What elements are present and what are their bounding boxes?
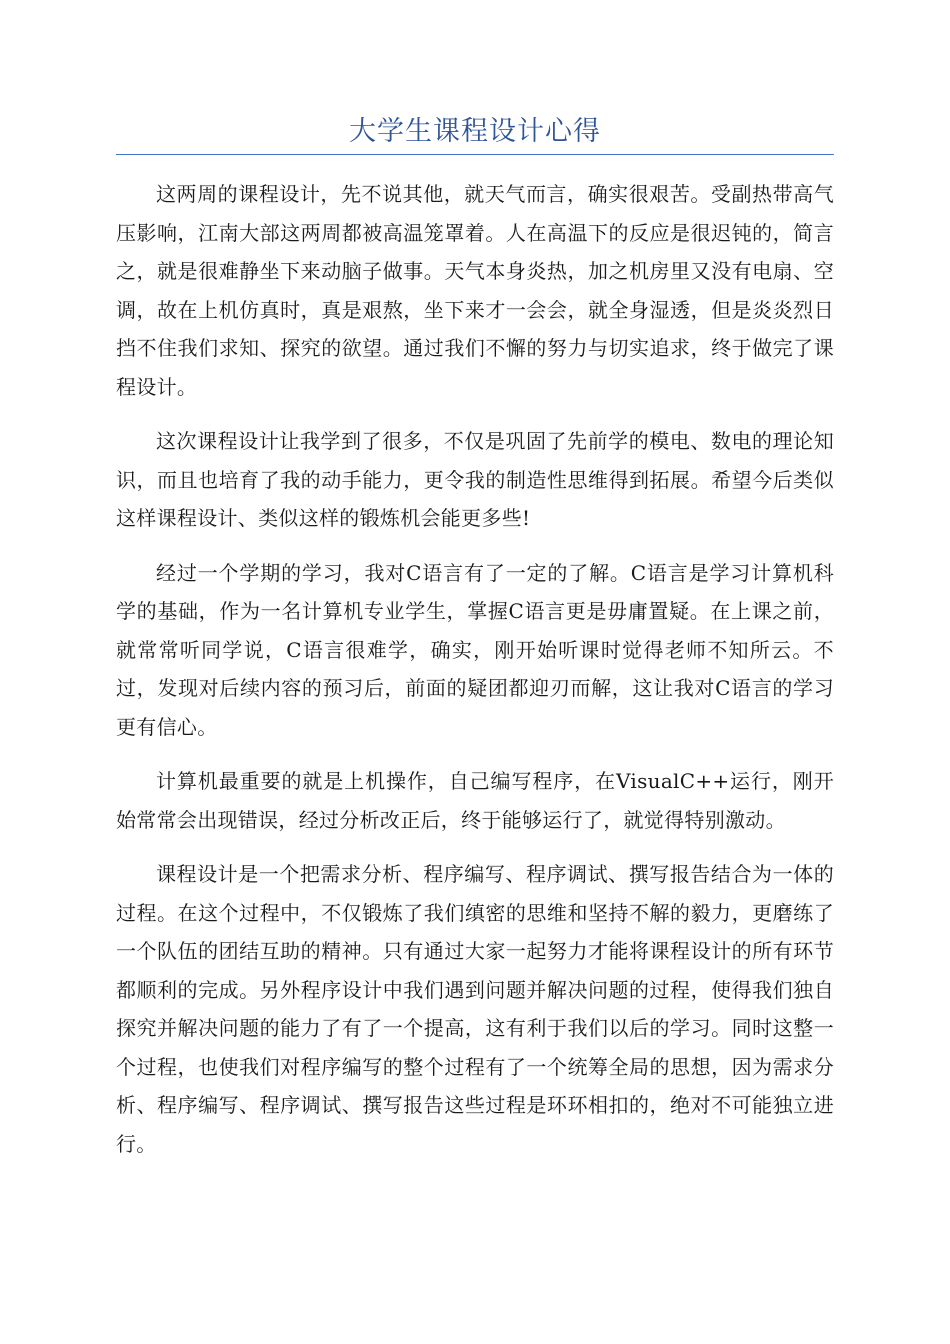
paragraph-4: 计算机最重要的就是上机操作，自己编写程序，在VisualC++运行，刚开始常常会出现错误，经过分析改正后，终于能够运行了，就觉得特别激动。	[116, 769, 834, 832]
paragraph-5: 课程设计是一个把需求分析、程序编写、程序调试、撰写报告结合为一体的过程。在这个过程中，不仅锻炼了我们缜密的思维和坚持不解的毅力，更磨练了一个队伍的团结互助的精神。只有通过大家一起努力才能将课程设计的所有环节都顺利的完成。另外程序设计中我们遇到问题并解决问题的过程，使得我们独自探究并解决问题的能力了有了一个提高，这有利于我们以后的学习。同时这整一个过程，也使我们对程序编写的整个过程有了一个统筹全局的思想，因为需求分析、程序编写、程序调试、撰写报告这些过程是环环相扣的，绝对不可能独立进行。	[116, 862, 834, 1156]
paragraph-2: 这次课程设计让我学到了很多，不仅是巩固了先前学的模电、数电的理论知识，而且也培育了我的动手能力，更令我的制造性思维得到拓展。希望今后类似这样课程设计、类似这样的锻炼机会能更多些!	[116, 429, 834, 530]
title-underline	[116, 154, 834, 155]
document-body	[116, 175, 834, 1179]
paragraph-3: 经过一个学期的学习，我对C语言有了一定的了解。C语言是学习计算机科学的基础，作为一名计算机专业学生，掌握C语言更是毋庸置疑。在上课之前，就常常听同学说，C语言很难学，确实，刚开始听课时觉得老师不知所云。不过，发现对后续内容的预习后，前面的疑团都迎刃而解，这让我对C语言的学习更有信心。	[116, 560, 834, 739]
document-title: 大学生课程设计心得	[349, 116, 601, 147]
paragraph-1: 这两周的课程设计，先不说其他，就天气而言，确实很艰苦。受副热带高气压影响，江南大部这两周都被高温笼罩着。人在高温下的反应是很迟钝的，简言之，就是很难静坐下来动脑子做事。天气本身炎热，加之机房里又没有电扇、空调，故在上机仿真时，真是艰熬，坐下来才一会会，就全身湿透，但是炎炎烈日挡不住我们求知、探究的欲望。通过我们不懈的努力与切实追求，终于做完了课程设计。	[116, 182, 834, 399]
